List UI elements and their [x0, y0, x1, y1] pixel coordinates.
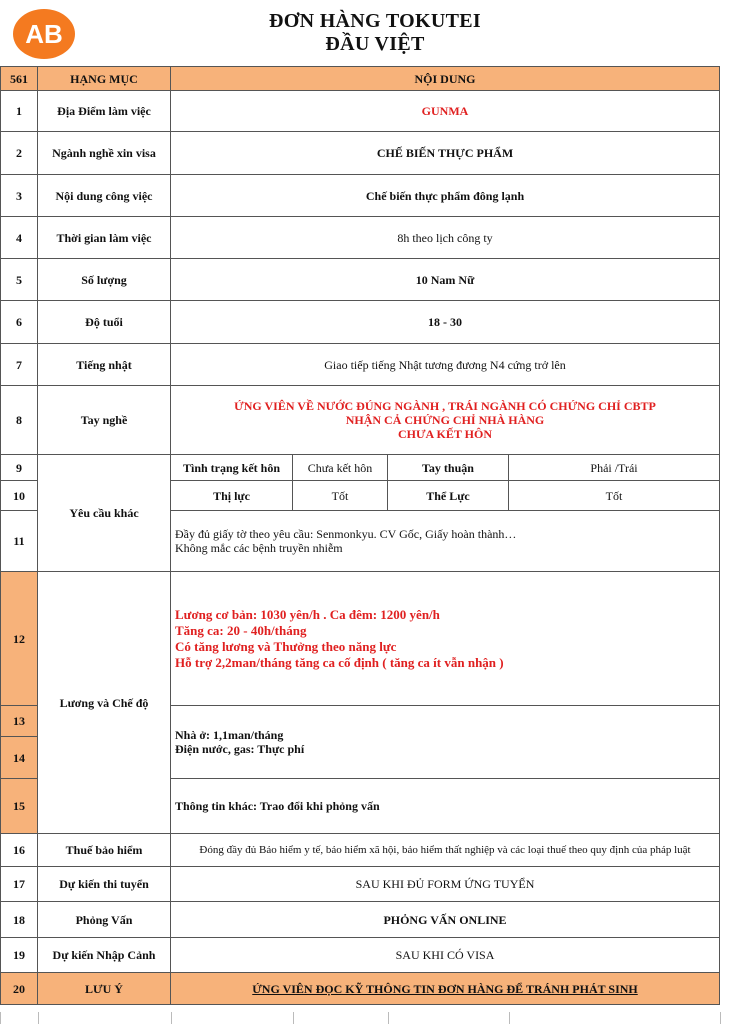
row-label: Số lượng: [38, 259, 171, 301]
row-num: 3: [1, 175, 38, 217]
row-num: 17: [1, 867, 38, 902]
salary-line-3: Có tăng lương và Thưởng theo năng lực: [175, 638, 397, 654]
header-content: NỘI DUNG: [171, 67, 720, 91]
fitness-value: Tốt: [509, 481, 720, 511]
grid-line: [509, 1012, 510, 1024]
documents-line-2: Không mắc các bệnh truyền nhiễm: [175, 541, 343, 555]
job-content-value: Chế biến thực phẩm đông lạnh: [171, 175, 720, 217]
quantity-value: 10 Nam Nữ: [171, 259, 720, 301]
row-num: 15: [1, 779, 38, 834]
logo-text: AB: [25, 19, 63, 49]
table-row: [1, 217, 720, 259]
salary-line-4: Hỗ trợ 2,2man/tháng tăng ca cố định ( tăng ca ít vẫn nhận ): [175, 654, 504, 670]
spreadsheet-grid-remnant: [0, 1012, 721, 1024]
working-time-value: 8h theo lịch công ty: [171, 217, 720, 259]
row-label: Ngành nghề xin visa: [38, 132, 171, 175]
skill-line-3: CHƯA KẾT HÔN: [398, 427, 493, 441]
job-order-table: [0, 66, 720, 1005]
row-num: 8: [1, 386, 38, 455]
table-row: [1, 455, 720, 481]
work-location-value: GUNMA: [171, 91, 720, 132]
row-label: Địa Điểm làm việc: [38, 91, 171, 132]
row-num: 10: [1, 481, 38, 511]
table-row: [1, 973, 720, 1005]
row-label: Tay nghề: [38, 386, 171, 455]
row-num: 4: [1, 217, 38, 259]
row-num: 16: [1, 834, 38, 867]
table-row: [1, 91, 720, 132]
documents-line-1: Đầy đủ giấy tờ theo yêu cầu: Senmonkyu. CV Gốc, Giấy hoàn thành…: [175, 527, 517, 541]
table-row: [1, 834, 720, 867]
visa-field-value: CHẾ BIẾN THỰC PHẨM: [171, 132, 720, 175]
row-label: Thời gian làm việc: [38, 217, 171, 259]
salary-line-1: Lương cơ bản: 1030 yên/h . Ca đêm: 1200 yên/h: [175, 606, 440, 622]
salary-details: [171, 572, 720, 706]
row-label: Thuế bảo hiểm: [38, 834, 171, 867]
housing-line-2: Điện nước, gas: Thực phí: [175, 742, 305, 756]
table-row: [1, 386, 720, 455]
table-row: [1, 572, 720, 706]
grid-line: [388, 1012, 389, 1024]
row-num: 13: [1, 706, 38, 737]
row-label: LƯU Ý: [38, 973, 171, 1005]
salary-label: Lương và Chế độ: [38, 572, 171, 834]
table-row: [1, 175, 720, 217]
row-num: 1: [1, 91, 38, 132]
row-label: Phỏng Vấn: [38, 902, 171, 938]
row-num: 19: [1, 938, 38, 973]
title-line-2: ĐẦU VIỆT: [325, 33, 425, 55]
table-row: [1, 132, 720, 175]
table-row: [1, 301, 720, 344]
row-label: Độ tuổi: [38, 301, 171, 344]
row-label: Dự kiến Nhập Cảnh: [38, 938, 171, 973]
table-row: [1, 259, 720, 301]
table-row: [1, 902, 720, 938]
row-num: 9: [1, 455, 38, 481]
grid-line: [38, 1012, 39, 1024]
marital-status-label: Tình trạng kết hôn: [171, 455, 293, 481]
interview-value: PHỎNG VẤN ONLINE: [171, 902, 720, 938]
row-num: 20: [1, 973, 38, 1005]
ab-logo: [12, 8, 76, 60]
skill-line-2: NHẬN CẢ CHỨNG CHỈ NHÀ HÀNG: [345, 413, 545, 427]
dominant-hand-value: Phải /Trái: [509, 455, 720, 481]
row-num: 11: [1, 511, 38, 572]
row-label: Tiếng nhật: [38, 344, 171, 386]
housing-details: [171, 706, 720, 779]
other-requirements-label: Yêu cầu khác: [38, 455, 171, 572]
grid-line: [171, 1012, 172, 1024]
row-num: 18: [1, 902, 38, 938]
documents-requirement: [171, 511, 720, 572]
marital-status-value: Chưa kết hôn: [293, 455, 388, 481]
note-value: ỨNG VIÊN ĐỌC KỸ THÔNG TIN ĐƠN HÀNG ĐỂ TRÁNH PHÁT SINH: [171, 973, 720, 1005]
skill-value: [171, 386, 720, 455]
salary-line-2: Tăng ca: 20 - 40h/tháng: [175, 622, 307, 638]
row-num: 6: [1, 301, 38, 344]
table-header-row: [1, 67, 720, 91]
header-num: 561: [1, 67, 38, 91]
row-num: 14: [1, 737, 38, 779]
exam-schedule-value: SAU KHI ĐỦ FORM ỨNG TUYỂN: [171, 867, 720, 902]
insurance-value: Đóng đầy đủ Bảo hiểm y tế, bảo hiểm xã hội, bảo hiểm thất nghiệp và các loại thuế theo quy định của pháp luật: [171, 834, 720, 867]
row-label: Dự kiến thi tuyển: [38, 867, 171, 902]
grid-line: [293, 1012, 294, 1024]
header-category: HẠNG MỤC: [38, 67, 171, 91]
title-line-1: ĐƠN HÀNG TOKUTEI: [269, 10, 481, 32]
fitness-label: Thể Lực: [388, 481, 509, 511]
table-row: [1, 344, 720, 386]
japanese-level-value: Giao tiếp tiếng Nhật tương đương N4 cứng trở lên: [171, 344, 720, 386]
table-row: [1, 938, 720, 973]
skill-line-1: ỨNG VIÊN VỀ NƯỚC ĐÚNG NGÀNH , TRÁI NGÀNH CÓ CHỨNG CHỈ CBTP: [234, 399, 656, 413]
age-value: 18 - 30: [171, 301, 720, 344]
row-num: 7: [1, 344, 38, 386]
row-num: 5: [1, 259, 38, 301]
entry-schedule-value: SAU KHI CÓ VISA: [171, 938, 720, 973]
document-title: [170, 10, 580, 56]
other-info-value: Thông tin khác: Trao đổi khi phỏng vấn: [171, 779, 720, 834]
eyesight-label: Thị lực: [171, 481, 293, 511]
row-num: 2: [1, 132, 38, 175]
row-num: 12: [1, 572, 38, 706]
row-label: Nội dung công việc: [38, 175, 171, 217]
table-row: [1, 867, 720, 902]
eyesight-value: Tốt: [293, 481, 388, 511]
housing-line-1: Nhà ở: 1,1man/tháng: [175, 728, 284, 742]
dominant-hand-label: Tay thuận: [388, 455, 509, 481]
